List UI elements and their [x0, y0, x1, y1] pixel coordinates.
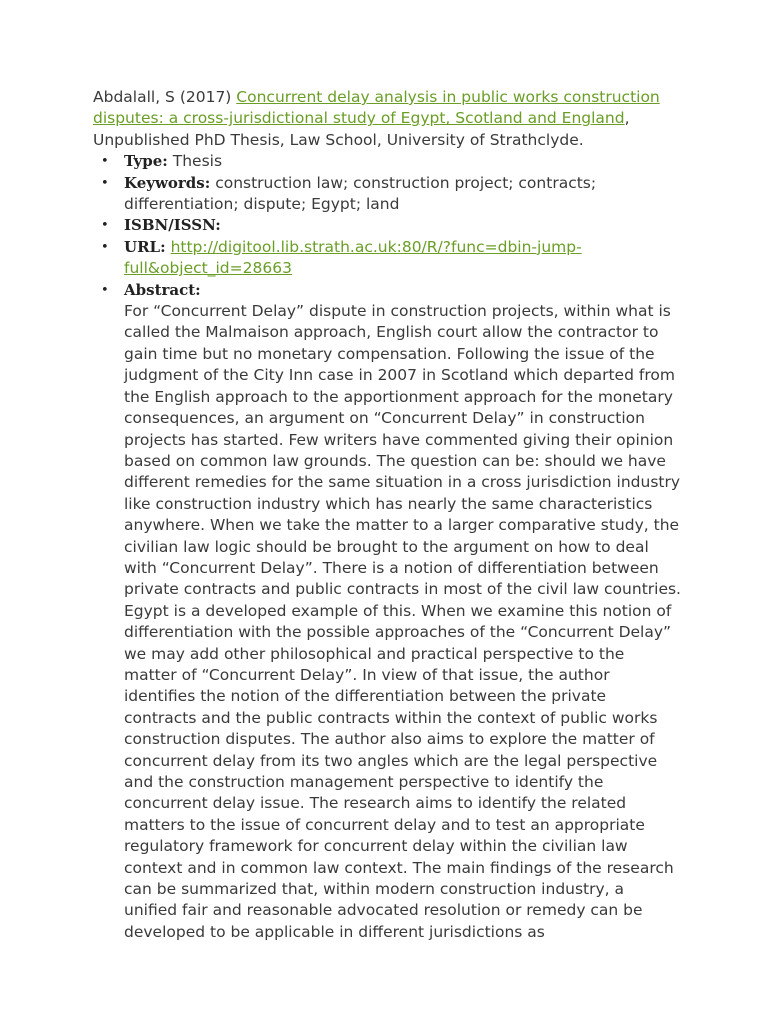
bullet-icon: •	[101, 282, 109, 298]
url-label: URL:	[124, 237, 166, 256]
citation-publication: Unpublished PhD Thesis, Law School, University of Strathclyde.	[93, 130, 584, 149]
abstract-text: For “Concurrent Delay” dispute in construction projects, within what is called the Malmaison approach, English court allow the contractor to gain time but no monetary compensation. Following the issue of the judgment of the City Inn case in 2007 in Scotland which departed from the English approach to the apportionment approach for the monetary consequences, an argument on “Concurrent Delay” in construction projects has started. Few writers have commented giving their opinion based on common law grounds. The question can be: should we have different remedies for the same situation in a cross jurisdiction industry like construction industry which has nearly the same characteristics anywhere. When we take the matter to a larger comparative study, the civilian law logic should be brought to the argument on how to deal with “Concurrent Delay”. There is a notion of differentiation between private contracts and public contracts in most of the civil law countries. Egypt is a developed example of this. When we examine this notion of differentiation with the possible approaches of the “Concurrent Delay” we may add other philosophical and practical perspective to the matter of “Concurrent Delay”. In view of that issue, the author identifies the notion of the differentiation between the private contracts and the public contracts within the context of public works construction disputes. The author also aims to explore the matter of concurrent delay from its two angles which are the legal perspective and the construction management perspective to identify the concurrent delay issue. The research aims to identify the related matters to the issue of concurrent delay and to test an appropriate regulatory framework for concurrent delay within the civilian law context and in common law context. The main findings of the research can be summarized that, within modern construction industry, a unified fair and reasonable advocated resolution or remedy can be developed to be applicable in different jurisdictions as	[124, 302, 681, 941]
bullet-icon: •	[101, 154, 109, 170]
metadata-list	[93, 151, 681, 943]
list-item-keywords	[93, 173, 681, 216]
keywords-value: construction law; construction project; contracts; differentiation; dispute; Egypt; land	[124, 173, 597, 214]
type-label: Type:	[124, 152, 168, 171]
list-item-type	[93, 151, 681, 172]
citation-author-year: Abdalall, S (2017)	[93, 88, 237, 106]
thesis-title-link[interactable]: Concurrent delay analysis in public works construction disputes: a cross-jurisdictional study of Egypt, Scotland and England	[93, 88, 660, 128]
citation	[93, 87, 681, 151]
list-item-abstract	[93, 280, 681, 944]
type-value: Thesis	[172, 152, 223, 171]
bullet-icon: •	[101, 218, 109, 234]
bullet-icon: •	[101, 175, 109, 191]
list-item-url	[93, 237, 681, 280]
keywords-label: Keywords:	[124, 173, 211, 192]
url-link[interactable]: http://digitool.lib.strath.ac.uk:80/R/?func=dbin-jump-full&object_id=28663	[124, 237, 582, 278]
bullet-icon: •	[101, 239, 109, 255]
isbn-label: ISBN/ISSN:	[124, 216, 221, 235]
document-page	[93, 87, 681, 943]
abstract-label: Abstract:	[124, 280, 201, 299]
citation-comma: ,	[624, 109, 630, 128]
list-item-isbn	[93, 215, 681, 236]
